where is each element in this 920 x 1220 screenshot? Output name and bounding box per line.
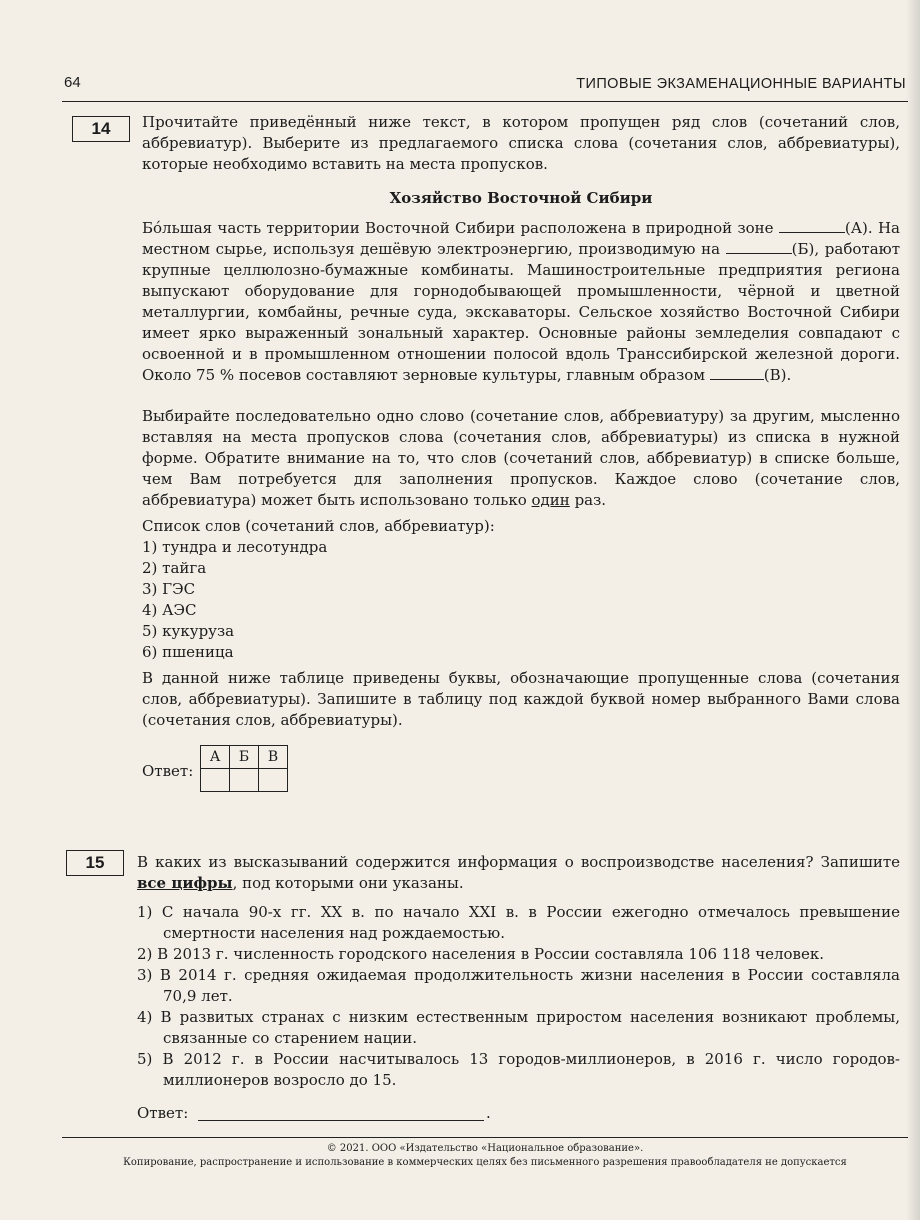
page-number: 64 [64, 74, 81, 91]
task-15-prompt-end: , под которыми они указаны. [232, 874, 464, 892]
word-list-item: 2) тайга [142, 559, 207, 577]
statement-item: 5) В 2012 г. в России насчитывалось 13 городов-миллионеров, в 2016 г. число городов-миллионеров возросло до 15. [137, 1050, 900, 1089]
word-list [142, 516, 900, 663]
task-14-prompt: Прочитайте приведённый ниже текст, в котором пропущен ряд слов (сочетаний слов, аббревиатур). Выберите из предлагаемого списка слова (сочетания слов, аббревиатуры), которые необходимо вставить на места пропусков. [142, 113, 900, 173]
text-part-a-tail: (А). На местном сырье, используя дешёвую электроэнергию, производимую на [142, 219, 900, 258]
instructions-text: Выбирайте последовательно одно слово (сочетание слов, аббревиатуру) за другим, мысленно вставляя на места пропусков слова (сочетания слов, аббревиатуры) из списка в нужной форме. Обратите внимание на то, что слов (сочетаний слов, аббревиатур) в списке больше, чем Вам потребуется для заполнения пропусков. Каждое слово (сочетание слов, аббревиатура) может быть использовано только [142, 407, 900, 509]
gap-c [710, 379, 764, 380]
answer-line-15[interactable] [198, 1120, 484, 1121]
header-divider [62, 101, 908, 102]
word-list-item: 1) тундра и лесотундра [142, 538, 328, 556]
task-15-prompt-bold: все цифры [137, 874, 233, 892]
copyright-notice: Копирование, распространение и использование в коммерческих целях без письменного разрешения правообладателя не допускается [123, 1157, 847, 1168]
task-15-prompt [137, 852, 900, 894]
gap-b [726, 253, 792, 254]
statement-list [137, 902, 900, 1091]
task-14-number-box: 14 [72, 116, 130, 142]
word-list-item: 5) кукуруза [142, 622, 235, 640]
answer-cell-b[interactable] [230, 769, 259, 792]
table-instructions: В данной ниже таблице приведены буквы, обозначающие пропущенные слова (сочетания слов, аббревиатуры). Запишите в таблицу под каждой буквой номер выбранного Вами слова (сочетания слов, аббревиатуры). [142, 669, 900, 729]
copyright-line: © 2021. ООО «Издательство «Национальное образование». [326, 1143, 644, 1154]
answer-label-14: Ответ: [142, 762, 194, 780]
text-part-a: Бóльшая часть территории Восточной Сибири расположена в природной зоне [142, 219, 774, 237]
statement-item: 4) В развитых странах с низким естественным приростом населения возникают проблемы, связанные со старением нации. [137, 1008, 900, 1047]
source-text [142, 218, 900, 386]
statement-item: 2) В 2013 г. численность городского населения в России составляла 106 118 человек. [137, 945, 825, 963]
answer-column-header: А [201, 746, 230, 769]
text-part-c-tail: (В). [763, 366, 792, 384]
answer-column-header: В [259, 746, 288, 769]
instructions-once: один [531, 491, 570, 509]
answer-table-14 [200, 745, 288, 792]
statement-item: 3) В 2014 г. средняя ожидаемая продолжительность жизни населения в России составляла 70,9 лет. [137, 966, 900, 1005]
statement-item: 1) С начала 90-х гг. XX в. по начало XXI в. в России ежегодно отмечалось превышение смертности населения над рождаемостью. [137, 903, 900, 942]
task-15-number-box: 15 [66, 850, 124, 876]
answer-column-header: Б [230, 746, 259, 769]
task-15-prompt-text: В каких из высказываний содержится информация о воспроизводстве населения? Запишите [137, 853, 900, 871]
answer-cell-a[interactable] [201, 769, 230, 792]
text-title: Хозяйство Восточной Сибири [389, 189, 653, 207]
word-list-item: 4) АЭС [142, 601, 197, 619]
footer-divider [62, 1137, 908, 1138]
gap-a [779, 232, 845, 233]
answer-label-15: Ответ: [137, 1104, 189, 1122]
word-list-item: 3) ГЭС [142, 580, 196, 598]
answer-cell-c[interactable] [259, 769, 288, 792]
page-edge-shadow [906, 0, 920, 1220]
text-part-b-tail: (Б), работают крупные целлюлозно-бумажные комбинаты. Машиностроительные предприятия региона выпускают оборудование для горнодобывающей промышленности, чёрной и цветной металлургии, комбайны, речные суда, экскаваторы. Сельское хозяйство Восточной Сибири имеет ярко выраженный зональный характер. Основные районы земледелия совпадают с освоенной и в промышленном отношении полосой вдоль Транссибирской железной дороги. Около 75 % посевов составляют зерновые культуры, главным образом [142, 240, 901, 384]
task-14-instructions [142, 406, 900, 511]
instructions-end: раз. [574, 491, 607, 509]
running-title: ТИПОВЫЕ ЭКЗАМЕНАЦИОННЫЕ ВАРИАНТЫ [576, 76, 906, 92]
answer-line-end: . [486, 1104, 491, 1122]
word-list-item: 6) пшеница [142, 643, 234, 661]
word-list-title: Список слов (сочетаний слов, аббревиатур): [142, 517, 495, 535]
